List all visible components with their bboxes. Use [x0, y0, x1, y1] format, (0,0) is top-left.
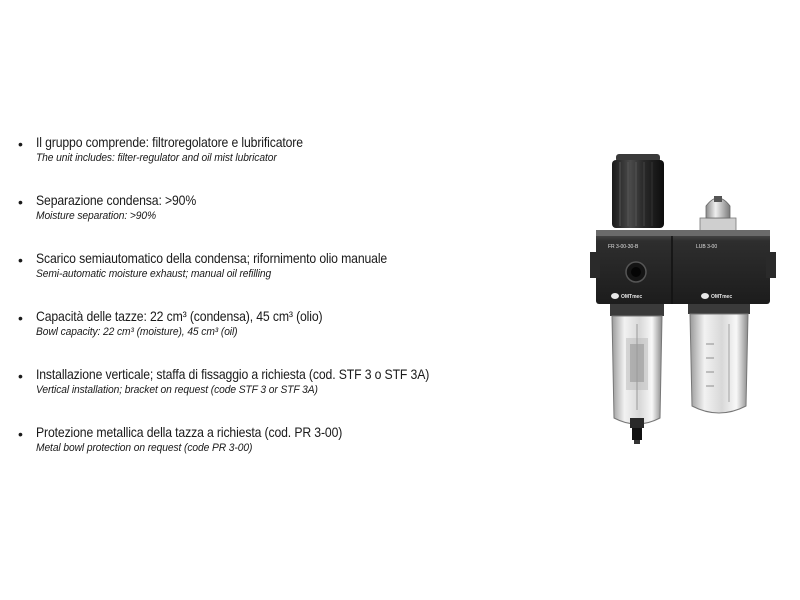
feature-item	[18, 308, 558, 366]
feature-text-italian: Il gruppo comprende: filtroregolatore e lubrificatore	[36, 135, 303, 150]
feature-item	[18, 366, 558, 424]
lubricator-label: LUB 3-00	[696, 244, 718, 250]
bullet-icon: •	[18, 310, 23, 326]
feature-text-english: Moisture separation: >90%	[36, 210, 156, 222]
filter-bowl	[610, 304, 664, 444]
regulator-knob	[612, 154, 664, 228]
feature-text-english: Semi-automatic moisture exhaust; manual oil refilling	[36, 268, 272, 280]
lubricator-sight-dome	[700, 196, 736, 232]
feature-text-italian: Installazione verticale; staffa di fissaggio a richiesta (cod. STF 3 o STF 3A)	[36, 367, 430, 382]
feature-list	[18, 134, 558, 482]
feature-text-english: Vertical installation; bracket on request (code STF 3 or STF 3A)	[36, 384, 318, 396]
brand-logo-left: OMTmec	[621, 294, 643, 300]
feature-text-italian: Scarico semiautomatico della condensa; rifornimento olio manuale	[36, 251, 388, 266]
feature-item	[18, 424, 558, 482]
brand-logo-right: OMTmec	[711, 294, 733, 300]
lubricator-bowl	[688, 304, 750, 413]
feature-text-english: Bowl capacity: 22 cm³ (moisture), 45 cm³ (oil)	[36, 326, 238, 338]
feature-item	[18, 250, 558, 308]
bullet-icon: •	[18, 426, 23, 442]
feature-item	[18, 192, 558, 250]
filter-regulator-label: FR 3-00-30-B	[608, 244, 639, 250]
feature-text-italian: Capacità delle tazze: 22 cm³ (condensa), 45 cm³ (olio)	[36, 309, 323, 324]
bullet-icon: •	[18, 368, 23, 384]
unit-body	[590, 230, 776, 304]
feature-text-english: Metal bowl protection on request (code PR 3-00)	[36, 442, 253, 454]
feature-text-italian: Protezione metallica della tazza a richiesta (cod. PR 3-00)	[36, 425, 343, 440]
bullet-icon: •	[18, 194, 23, 210]
filter-regulator-lubricator-image	[590, 148, 780, 448]
feature-text-italian: Separazione condensa: >90%	[36, 193, 197, 208]
feature-text-english: The unit includes: filter-regulator and oil mist lubricator	[36, 152, 277, 164]
bullet-icon: •	[18, 136, 23, 152]
bullet-icon: •	[18, 252, 23, 268]
feature-item	[18, 134, 558, 192]
